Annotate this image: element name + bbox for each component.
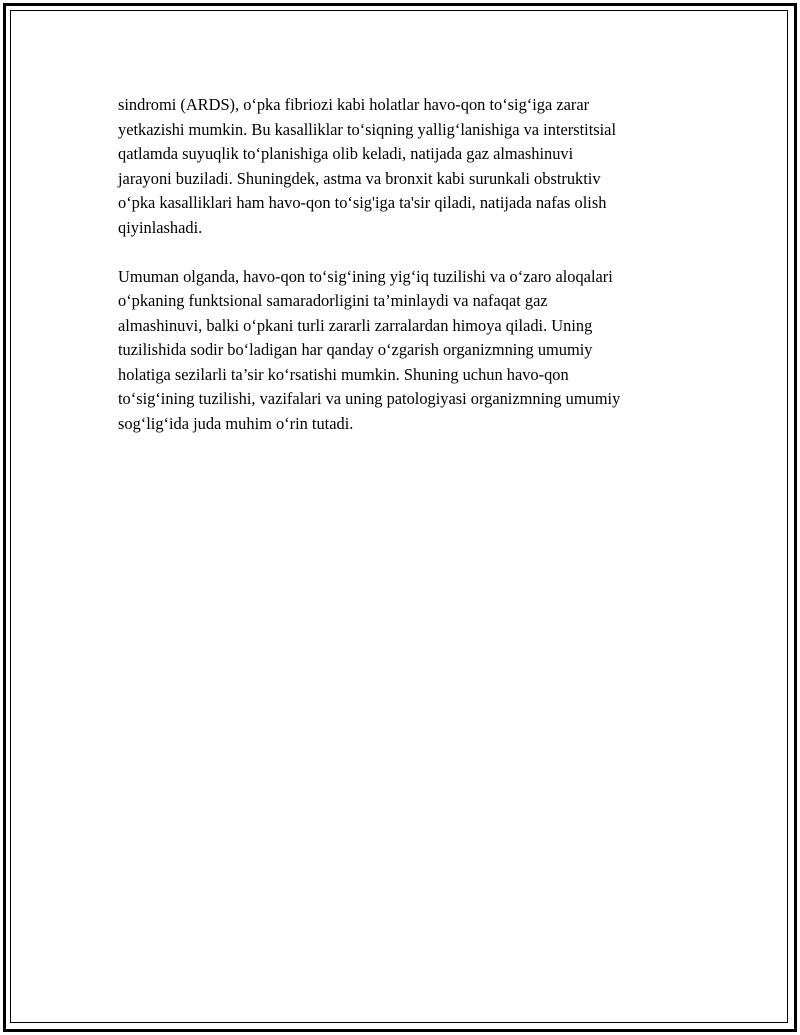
paragraph-2-line-2: o‘pkaning funktsional samaradorligini ta’minlaydi va nafaqat gaz [118,291,548,310]
paragraph-2-line-7: sog‘lig‘ida juda muhim o‘rin tutadi. [118,413,354,433]
paragraph-1 [118,93,693,240]
paragraph-2-line-5: holatiga sezilarli ta’sir ko‘rsatishi mumkin. Shuning uchun havo-qon [118,364,569,384]
paragraph-1-line-2: yetkazishi mumkin. Bu kasalliklar to‘siqning yallig‘lanishiga va interstitsial [118,119,617,139]
document-body [118,93,693,436]
paragraph-1-line-4: jarayoni buziladi. Shuningdek, astma va bronxit kabi surunkali obstruktiv [118,168,601,188]
paragraph-2-line-6: to‘sig‘ining tuzilishi, vazifalari va uning patologiyasi organizmning umumiy [118,389,621,408]
paragraph-1-line-3: qatlamda suyuqlik to‘planishiga olib keladi, natijada gaz almashinuvi [118,144,574,163]
paragraph-1-line-1: sindromi (ARDS), o‘pka fibriozi kabi holatlar havo-qon to‘sig‘iga zarar [118,95,590,114]
paragraph-2 [118,265,693,437]
paragraph-2-line-4: tuzilishida sodir bo‘ladigan har qanday o‘zgarish organizmning umumiy [118,340,593,359]
paragraph-1-line-6: qiyinlashadi. [118,217,203,237]
paragraph-1-line-5: o‘pka kasalliklari ham havo-qon to‘sig'iga ta'sir qiladi, natijada nafas olish [118,193,607,212]
paragraph-2-line-3: almashinuvi, balki o‘pkani turli zararli zarralardan himoya qiladi. Uning [118,315,593,335]
paragraph-2-line-1: Umuman olganda, havo-qon to‘sig‘ining yig‘iq tuzilishi va o‘zaro aloqalari [118,266,613,286]
